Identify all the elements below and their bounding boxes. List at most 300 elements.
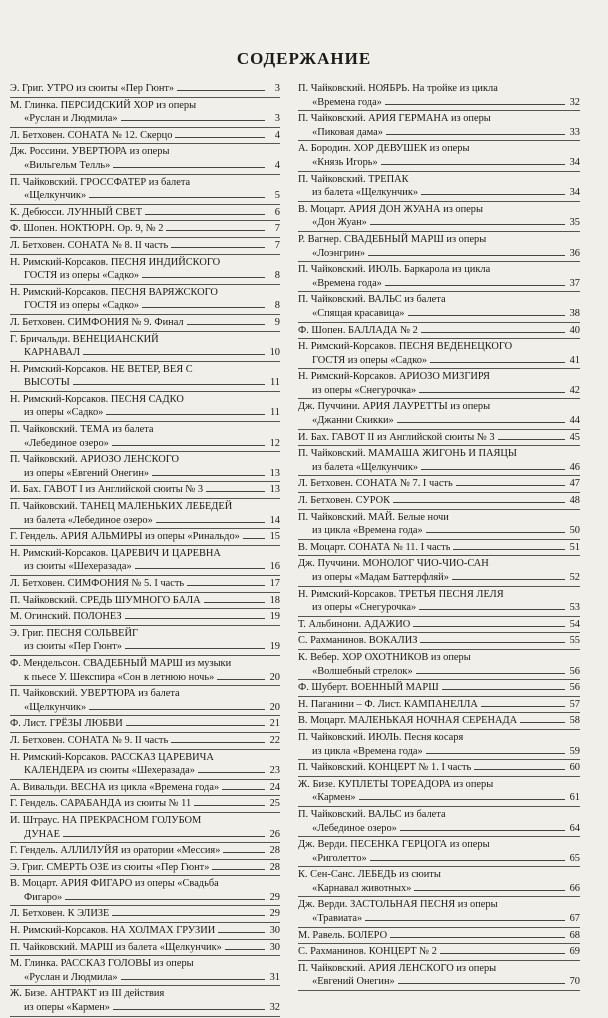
toc-entry	[298, 838, 580, 865]
leader-line	[113, 1009, 265, 1010]
toc-entry-text: из оперы «Кармен»	[24, 1002, 110, 1014]
toc-entry-line	[298, 601, 580, 615]
leader-line	[421, 469, 565, 470]
leader-line	[223, 852, 265, 853]
toc-entry	[298, 142, 580, 169]
entry-divider	[298, 759, 580, 760]
entry-divider	[298, 492, 580, 493]
entry-divider	[298, 866, 580, 867]
toc-entry-text: Ф. Лист. ГРЁЗЫ ЛЮБВИ	[10, 718, 123, 730]
leader-line	[171, 247, 265, 248]
toc-entry-text: Л. Бетховен. СОНАТА № 7. I часть	[298, 478, 453, 490]
page-number: 20	[269, 701, 280, 713]
toc-entry	[10, 99, 280, 126]
entry-divider	[10, 498, 280, 499]
leader-line	[359, 799, 565, 800]
leader-line	[398, 983, 565, 984]
toc-entry-text: Л. Бетховен. К ЭЛИЗЕ	[10, 908, 110, 920]
entry-divider	[10, 715, 280, 716]
leader-line	[83, 354, 265, 355]
leader-line	[365, 920, 565, 921]
toc-entry-line	[10, 640, 280, 654]
toc-entry	[10, 941, 280, 955]
leader-line	[135, 568, 265, 569]
toc-entry	[10, 333, 280, 360]
page-number: 12	[269, 437, 280, 449]
entry-divider	[298, 896, 580, 897]
toc-entry	[10, 393, 280, 420]
toc-entry-text: ВЫСОТЫ	[24, 377, 70, 389]
toc-entry	[10, 256, 280, 283]
toc-entry-text: Дж. Россини. УВЕРТЮРА из оперы	[10, 146, 170, 158]
toc-entry-text: М. Глинка. РАССКАЗ ГОЛОВЫ из оперы	[10, 958, 194, 970]
page-number: 59	[569, 745, 580, 757]
toc-entry-line	[298, 142, 580, 156]
page-number: 26	[269, 828, 280, 840]
toc-entry-line	[10, 891, 280, 905]
leader-line	[89, 197, 265, 198]
toc-entry-line	[298, 761, 580, 775]
entry-divider	[10, 361, 280, 362]
toc-entry-line	[298, 96, 580, 110]
toc-entry-text: П. Чайковский. ТАНЕЦ МАЛЕНЬКИХ ЛЕБЕДЕЙ	[10, 501, 233, 513]
toc-entry-line	[298, 882, 580, 896]
toc-entry-line	[10, 861, 280, 875]
toc-entry	[10, 924, 280, 938]
toc-entry-line	[10, 764, 280, 778]
page-number: 69	[569, 946, 580, 958]
toc-entry-text: Н. Римский-Корсаков. ТРЕТЬЯ ПЕСНЯ ЛЕЛЯ	[298, 588, 504, 600]
toc-entry	[10, 129, 280, 143]
toc-entry-line	[298, 233, 580, 247]
entry-divider	[298, 291, 580, 292]
toc-entry-line	[298, 745, 580, 759]
toc-entry-text: из сюиты «Пер Гюнт»	[24, 641, 122, 653]
toc-entry-text: Н. Римский-Корсаков. ПЕСНЯ ИНДИЙСКОГО	[10, 256, 221, 268]
leader-line	[187, 585, 265, 586]
toc-entry-text: КАЛЕНДЕРА из сюиты «Шехеразада»	[24, 765, 195, 777]
toc-entry	[298, 324, 580, 338]
leader-line	[212, 869, 265, 870]
toc-entry	[298, 778, 580, 805]
toc-entry-text: Дж. Верди. ЗАСТОЛЬНАЯ ПЕСНЯ из оперы	[298, 899, 498, 911]
toc-entry-line	[10, 530, 280, 544]
entry-divider	[298, 632, 580, 633]
leader-line	[171, 742, 265, 743]
toc-entry-line	[10, 393, 280, 407]
leader-line	[112, 445, 265, 446]
entry-divider	[298, 338, 580, 339]
entry-divider	[10, 314, 280, 315]
toc-entry-text: С. Рахманинов. ВОКАЛИЗ	[298, 635, 418, 647]
toc-entry	[298, 173, 580, 200]
toc-entry-text: ГОСТЯ из оперы «Садко»	[24, 300, 140, 312]
toc-entry-line	[10, 701, 280, 715]
toc-entry-line	[298, 203, 580, 217]
toc-entry-text: из оперы «Садко»	[24, 407, 104, 419]
page-number: 55	[569, 635, 580, 647]
leader-line	[198, 772, 265, 773]
page-number: 52	[569, 572, 580, 583]
entry-divider	[298, 649, 580, 650]
toc-entry-text: М. Огинский. ПОЛОНЕЗ	[10, 611, 122, 623]
page-number: 40	[569, 324, 580, 336]
toc-entry-line	[298, 216, 580, 230]
toc-entry-text: П. Чайковский. НОЯБРЬ. На тройке из цикла	[298, 83, 498, 94]
entry-divider	[298, 836, 580, 837]
toc-entry-text: «Дон Жуан»	[312, 217, 367, 229]
page-number: 22	[269, 734, 280, 746]
toc-entry-line	[298, 293, 580, 307]
entry-divider	[10, 955, 280, 956]
toc-entry-text: П. Чайковский. ТРЕПАК	[298, 173, 409, 185]
toc-entry-line	[10, 437, 280, 451]
entry-divider	[10, 939, 280, 940]
toc-entry-line	[10, 717, 280, 731]
toc-entry-line	[298, 557, 580, 571]
toc-entry-text: из сюиты «Шехеразада»	[24, 561, 132, 573]
toc-entry-line	[298, 618, 580, 632]
toc-entry-text: Н. Римский-Корсаков. ПЕСНЯ ВЕДЕНЕЦКОГО	[298, 341, 513, 353]
toc-entry-text: «Лебединое озеро»	[24, 437, 109, 449]
leader-line	[175, 137, 265, 138]
leader-line	[386, 134, 565, 135]
toc-entry-text: Н. Римский-Корсаков. ПЕСНЯ ВАРЯЖСКОГО	[10, 286, 218, 298]
toc-entry	[298, 370, 580, 397]
entry-divider	[10, 812, 280, 813]
toc-entry-line	[10, 239, 280, 253]
leader-line	[243, 538, 265, 539]
toc-entry-text: «Времена года»	[312, 277, 382, 289]
toc-entry-line	[10, 299, 280, 313]
toc-entry-text: Ж. Бизе. КУПЛЕТЫ ТОРЕАДОРА из оперы	[298, 778, 494, 790]
leader-line	[430, 362, 565, 363]
entry-divider	[10, 985, 280, 986]
leader-line	[426, 753, 565, 754]
toc-entry-line	[298, 186, 580, 200]
toc-entry-line	[298, 370, 580, 384]
entry-divider	[298, 140, 580, 141]
toc-entry-text: «Руслан и Людмила»	[24, 971, 118, 983]
toc-entry-line	[10, 112, 280, 126]
toc-entry-line	[10, 751, 280, 765]
toc-entry-line	[10, 145, 280, 159]
toc-entry	[298, 203, 580, 230]
leader-line	[419, 609, 565, 610]
page-number: 57	[569, 698, 580, 710]
leader-line	[420, 642, 565, 643]
entry-divider	[298, 616, 580, 617]
toc-entry-line	[298, 307, 580, 321]
entry-divider	[298, 943, 580, 944]
toc-entry-line	[298, 852, 580, 866]
toc-entry	[298, 808, 580, 835]
page-number: 42	[569, 384, 580, 396]
toc-entry	[298, 898, 580, 925]
entry-divider	[10, 545, 280, 546]
toc-entry-text: «Кармен»	[312, 792, 356, 804]
entry-divider	[298, 539, 580, 540]
toc-entry	[298, 511, 580, 538]
toc-entry-text: П. Чайковский. МАЙ. Белые ночи	[298, 511, 449, 523]
page-number: 23	[269, 765, 280, 777]
toc-entry-line	[298, 588, 580, 602]
toc-entry-text: «Щелкунчик»	[24, 701, 87, 713]
entry-divider	[298, 806, 580, 807]
page-number: 48	[569, 495, 580, 507]
toc-entry-text: П. Чайковский. УВЕРТЮРА из балета	[10, 688, 180, 700]
toc-entry-line	[298, 461, 580, 475]
leader-line	[442, 689, 565, 690]
toc-entry-text: П. Чайковский. АРИЯ ЛЕНСКОГО из оперы	[298, 962, 497, 974]
entry-divider	[10, 331, 280, 332]
page-number: 21	[269, 718, 280, 730]
toc-entry-text: Г. Гендель. АРИЯ АЛЬМИРЫ из оперы «Ринальдо»	[10, 531, 240, 543]
leader-line	[217, 679, 265, 680]
toc-entry-line	[298, 975, 580, 989]
toc-entry	[298, 698, 580, 712]
toc-entry-text: И. Бах. ГАВОТ II из Английской сюиты № 3	[298, 431, 495, 443]
toc-entry-text: из цикла «Времена года»	[312, 525, 423, 537]
toc-entry	[10, 861, 280, 875]
page-number: 56	[569, 665, 580, 677]
toc-entry	[10, 145, 280, 172]
leader-line	[453, 549, 565, 550]
leader-line	[225, 949, 265, 950]
leader-line	[452, 579, 565, 580]
page-number: 41	[569, 354, 580, 366]
toc-entry-text: Н. Римский-Корсаков. АРИОЗО МИЗГИРЯ	[298, 371, 490, 383]
entry-divider	[298, 679, 580, 680]
leader-line	[121, 120, 265, 121]
toc-entry-line	[10, 610, 280, 624]
toc-entry-text: Н. Римский-Корсаков. ЦАРЕВИЧ И ЦАРЕВНА	[10, 547, 221, 559]
toc-entry-line	[10, 957, 280, 971]
leader-line	[481, 706, 565, 707]
entry-divider	[10, 220, 280, 221]
page-number: 28	[269, 845, 280, 857]
toc-entry-line	[298, 247, 580, 261]
toc-entry-text: КАРНАВАЛ	[24, 347, 81, 359]
entry-divider	[298, 586, 580, 587]
toc-entry-text: П. Чайковский. ТЕМА из балета	[10, 424, 154, 436]
toc-entry-text: к пьесе У. Шекспира «Сон в летнюю ночь»	[24, 671, 215, 683]
toc-entry-line	[10, 376, 280, 390]
leader-line	[408, 315, 566, 316]
toc-entry-text: Ф. Шопен. БАЛЛАДА № 2	[298, 324, 418, 336]
toc-entry-line	[10, 176, 280, 190]
toc-entry-text: В. Моцарт. СОНАТА № 11. I часть	[298, 541, 451, 553]
toc-entry-line	[10, 907, 280, 921]
toc-entry-text: П. Чайковский. ИЮЛЬ. Песня косаря	[298, 731, 464, 743]
leader-line	[385, 104, 565, 105]
leader-line	[194, 805, 265, 806]
toc-entry-text: Н. Римский-Корсаков. РАССКАЗ ЦАРЕВИЧА	[10, 751, 214, 763]
toc-entry	[298, 929, 580, 943]
toc-entry	[298, 293, 580, 320]
leader-line	[125, 618, 265, 619]
toc-entry-text: Г. Гендель. САРАБАНДА из сюиты № 11	[10, 798, 192, 810]
leader-line	[142, 277, 265, 278]
entry-divider	[10, 143, 280, 144]
page-title: СОДЕРЖАНИЕ	[236, 49, 372, 68]
entry-divider	[10, 528, 280, 529]
page-number: 25	[269, 798, 280, 810]
toc-entry	[298, 233, 580, 260]
page-number: 47	[569, 478, 580, 490]
entry-divider	[298, 712, 580, 713]
leader-line	[426, 532, 565, 533]
toc-entry-line	[298, 651, 580, 665]
toc-entry	[10, 657, 280, 684]
toc-entry-line	[298, 665, 580, 679]
page-number: 9	[274, 316, 280, 328]
toc-entry-line	[10, 269, 280, 283]
leader-line	[400, 830, 565, 831]
toc-entry-text: из оперы «Снегурочка»	[312, 384, 417, 396]
toc-entry	[298, 681, 580, 695]
toc-entry-line	[298, 808, 580, 822]
toc-entry	[298, 82, 580, 109]
toc-entry	[10, 206, 280, 220]
toc-entry-line	[298, 156, 580, 170]
entry-divider	[10, 254, 280, 255]
toc-entry	[10, 500, 280, 527]
toc-entry-line	[10, 971, 280, 985]
toc-entry-text: «Вильгельм Телль»	[24, 159, 111, 171]
toc-entry-text: Ф. Мендельсон. СВАДЕБНЫЙ МАРШ из музыки	[10, 657, 232, 669]
toc-entry	[10, 363, 280, 390]
toc-entry-line	[298, 126, 580, 140]
entry-divider	[10, 779, 280, 780]
toc-column-right	[298, 82, 580, 992]
toc-entry-line	[298, 838, 580, 852]
page-number: 67	[569, 913, 580, 925]
toc-entry	[298, 868, 580, 895]
toc-entry-line	[10, 189, 280, 203]
entry-divider	[10, 284, 280, 285]
toc-entry-line	[10, 129, 280, 143]
toc-entry-line	[10, 941, 280, 955]
toc-entry-text: Ж. Бизе. АНТРАКТ из III действия	[10, 988, 165, 1000]
toc-entry-text: «Щелкунчик»	[24, 190, 87, 202]
toc-entry-line	[10, 206, 280, 220]
leader-line	[166, 230, 265, 231]
toc-entry	[10, 423, 280, 450]
toc-entry-line	[298, 112, 580, 126]
toc-entry-line	[10, 286, 280, 300]
toc-entry	[298, 962, 580, 989]
leader-line	[206, 491, 265, 492]
entry-divider	[10, 655, 280, 656]
leader-line	[106, 414, 265, 415]
toc-entry	[10, 751, 280, 778]
toc-entry-line	[298, 634, 580, 648]
toc-entry-line	[10, 814, 280, 828]
leader-line	[222, 789, 265, 790]
entry-divider	[10, 732, 280, 733]
page-number: 66	[569, 882, 580, 894]
toc-entry-text: С. Рахманинов. КОНЦЕРТ № 2	[298, 946, 437, 958]
entry-divider	[10, 1016, 280, 1017]
toc-entry	[10, 316, 280, 330]
toc-entry	[10, 222, 280, 236]
page-number: 37	[569, 277, 580, 289]
toc-entry-text: Ф. Шопен. НОКТЮРН. Ор. 9, № 2	[10, 223, 164, 235]
toc-entry-line	[10, 500, 280, 514]
toc-entry	[298, 541, 580, 555]
page-number: 51	[569, 541, 580, 553]
toc-entry	[10, 957, 280, 984]
toc-entry	[298, 112, 580, 139]
toc-entry-line	[10, 547, 280, 561]
toc-entry-line	[298, 354, 580, 368]
toc-entry-line	[298, 945, 580, 959]
leader-line	[63, 836, 265, 837]
entry-divider	[10, 859, 280, 860]
toc-entry-text: ГОСТЯ из оперы «Садко»	[312, 354, 428, 366]
toc-entry-text: «Джанни Скикки»	[312, 415, 394, 427]
entry-divider	[298, 110, 580, 111]
toc-entry-line	[10, 577, 280, 591]
toc-entry-line	[298, 324, 580, 338]
page-number: 46	[569, 461, 580, 473]
toc-entry-text: П. Чайковский. ВАЛЬС из балета	[298, 294, 446, 306]
toc-entry-text: «Волшебный стрелок»	[312, 665, 413, 677]
leader-line	[498, 439, 565, 440]
toc-entry-text: Л. Бетховен. СУРОК	[298, 495, 391, 507]
toc-entry-line	[298, 962, 580, 976]
toc-entry-text: Л. Бетховен. СОНАТА № 12. Скерцо	[10, 129, 173, 141]
entry-divider	[10, 608, 280, 609]
toc-entry-text: Э. Григ. УТРО из сюиты «Пер Гюнт»	[10, 83, 175, 94]
toc-entry-text: П. Чайковский. ВАЛЬС из балета	[298, 808, 446, 820]
toc-entry-line	[298, 431, 580, 445]
entry-divider	[298, 509, 580, 510]
toc-entry	[10, 547, 280, 574]
page-number: 60	[569, 762, 580, 774]
page-number: 28	[269, 861, 280, 873]
page-number: 35	[569, 217, 580, 229]
toc-entry	[10, 610, 280, 624]
toc-entry-line	[10, 734, 280, 748]
toc-entry	[10, 797, 280, 811]
toc-entry-line	[10, 514, 280, 528]
entry-divider	[298, 555, 580, 556]
toc-entry-text: В. Моцарт. АРИЯ ДОН ЖУАНА из оперы	[298, 203, 483, 215]
toc-entry-text: П. Чайковский. ИЮЛЬ. Баркарола из цикла	[298, 264, 491, 276]
toc-entry-line	[10, 82, 280, 96]
toc-entry-text: М. Глинка. ПЕРСИДСКИЙ ХОР из оперы	[10, 99, 197, 111]
toc-entry-line	[10, 828, 280, 842]
toc-entry-text: «Лебединое озеро»	[312, 822, 397, 834]
entry-divider	[298, 368, 580, 369]
toc-entry	[298, 651, 580, 678]
toc-entry	[10, 844, 280, 858]
page-number: 65	[569, 852, 580, 864]
toc-entry	[10, 687, 280, 714]
page-number: 32	[569, 96, 580, 108]
toc-entry	[298, 494, 580, 508]
leader-line	[414, 890, 565, 891]
toc-entry	[10, 239, 280, 253]
entry-divider	[298, 261, 580, 262]
toc-entry	[10, 987, 280, 1014]
toc-entry-text: А. Бородин. ХОР ДЕВУШЕК из оперы	[298, 143, 470, 155]
leader-line	[152, 475, 265, 476]
page-number: 7	[274, 239, 280, 251]
entry-divider	[10, 391, 280, 392]
